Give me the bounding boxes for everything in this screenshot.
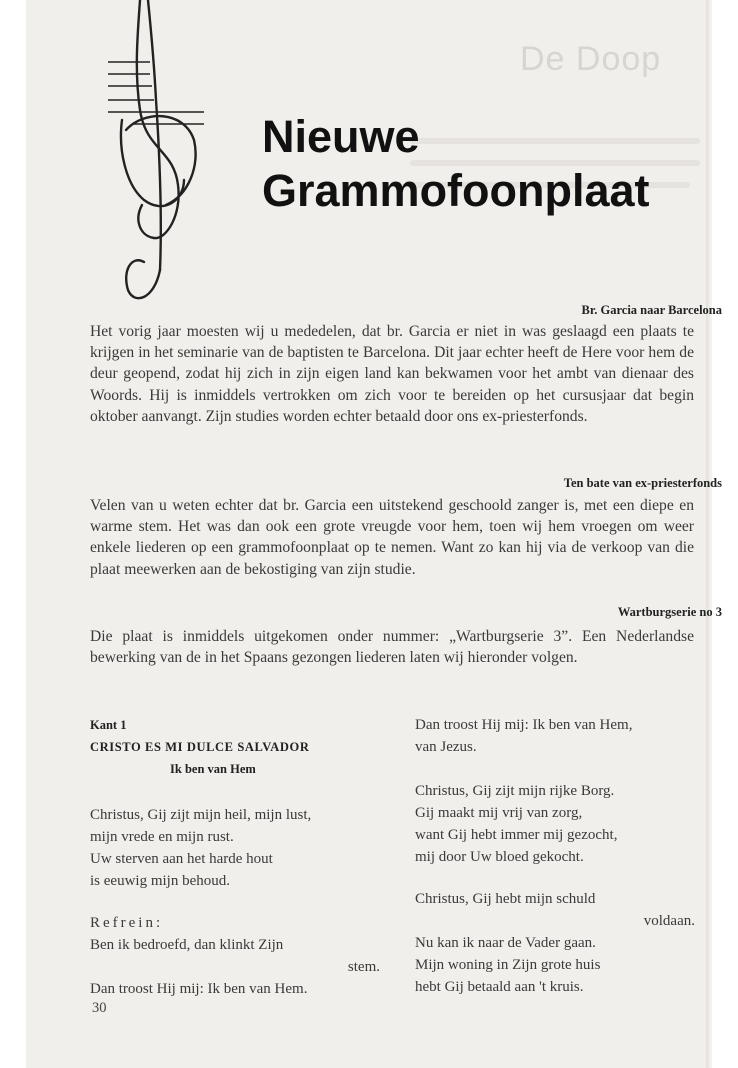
- section-heading: Br. Garcia naar Barcelona: [581, 303, 722, 317]
- verse-line: is eeuwig mijn behoud.: [90, 873, 230, 889]
- verse-line: mijn vrede en mijn rust.: [90, 829, 234, 845]
- refrain-line: Dan troost Hij mij: Ik ben van Hem.: [90, 981, 308, 997]
- page-edge: [706, 0, 712, 1068]
- verse-line: Nu kan ik naar de Vader gaan.: [415, 935, 596, 951]
- refrain-line: van Jezus.: [415, 739, 477, 755]
- verse-line: Christus, Gij zijt mijn rijke Borg.: [415, 783, 615, 799]
- section-paragraph: Velen van u weten echter dat br. Garcia een uitstekend geschoold zanger is, met een diepe en warme stem. Het was dan ook een grote vreugde voor hem, toen wij hem vroegen om weer enkele liederen op een grammofoonplaat op te nemen. Want zo kan hij via de verkoop van die plaat meewerken aan de bekostiging van zijn studie.: [90, 497, 694, 578]
- section-paragraph: Die plaat is inmiddels uitgekomen onder nummer: „Wartburgserie 3”. Een Nederlandse bewerking van de in het Spaans gezongen liederen laten wij hieronder volgen.: [90, 628, 694, 667]
- show-through-heading: De Doop: [520, 40, 662, 78]
- song-left-column: [90, 714, 380, 1000]
- title-line-2: Grammofoonplaat: [262, 165, 650, 216]
- refrain-line: Dan troost Hij mij: Ik ben van Hem,: [415, 717, 633, 733]
- refrain-line: stem.: [347, 959, 380, 975]
- verse-line: mij door Uw bloed gekocht.: [415, 849, 584, 865]
- section-heading: Ten bate van ex-priesterfonds: [563, 476, 722, 490]
- verse-line: Gij maakt mij vrij van zorg,: [415, 805, 583, 821]
- section-heading: Wartburgserie no 3: [617, 605, 722, 619]
- section-paragraph: Het vorig jaar moesten wij u mededelen, dat br. Garcia er niet in was geslaagd een plaats te krijgen in het seminarie van de baptisten te Barcelona. Dit jaar echter heeft de Here voor hem de deur geopend, zodat hij zich in zijn eigen land kan bekwamen voor het ambt van dienaar des Woords. Hij is inmiddels vertrokken om zich voor te bereiden op het cursusjaar dat begin oktober aanvangt. Zijn studies worden echter betaald door ons ex-priesterfonds.: [90, 323, 694, 425]
- verse-line: Mijn woning in Zijn grote huis: [415, 957, 601, 973]
- refrain-line: Ben ik bedroefd, dan klinkt Zijn: [90, 937, 284, 953]
- page-title: [262, 110, 650, 218]
- title-line-1: Nieuwe: [262, 111, 420, 162]
- page-number: 30: [92, 1000, 107, 1016]
- verse-line: hebt Gij betaald aan 't kruis.: [415, 979, 584, 995]
- treble-clef-logo: [104, 0, 214, 310]
- verse-line: want Gij hebt immer mij gezocht,: [415, 827, 618, 843]
- song-side: Kant 1: [90, 718, 127, 732]
- song-subtitle: Ik ben van Hem: [170, 762, 256, 776]
- verse-line: Christus, Gij hebt mijn schuld: [415, 891, 596, 907]
- song-right-column: [415, 714, 695, 998]
- verse-line: Uw sterven aan het harde hout: [90, 851, 273, 867]
- refrain-label: Refrein:: [90, 915, 164, 931]
- song-title: CRISTO ES MI DULCE SALVADOR: [90, 740, 310, 754]
- verse-line: voldaan.: [643, 913, 695, 929]
- verse-line: Christus, Gij zijt mijn heil, mijn lust,: [90, 807, 312, 823]
